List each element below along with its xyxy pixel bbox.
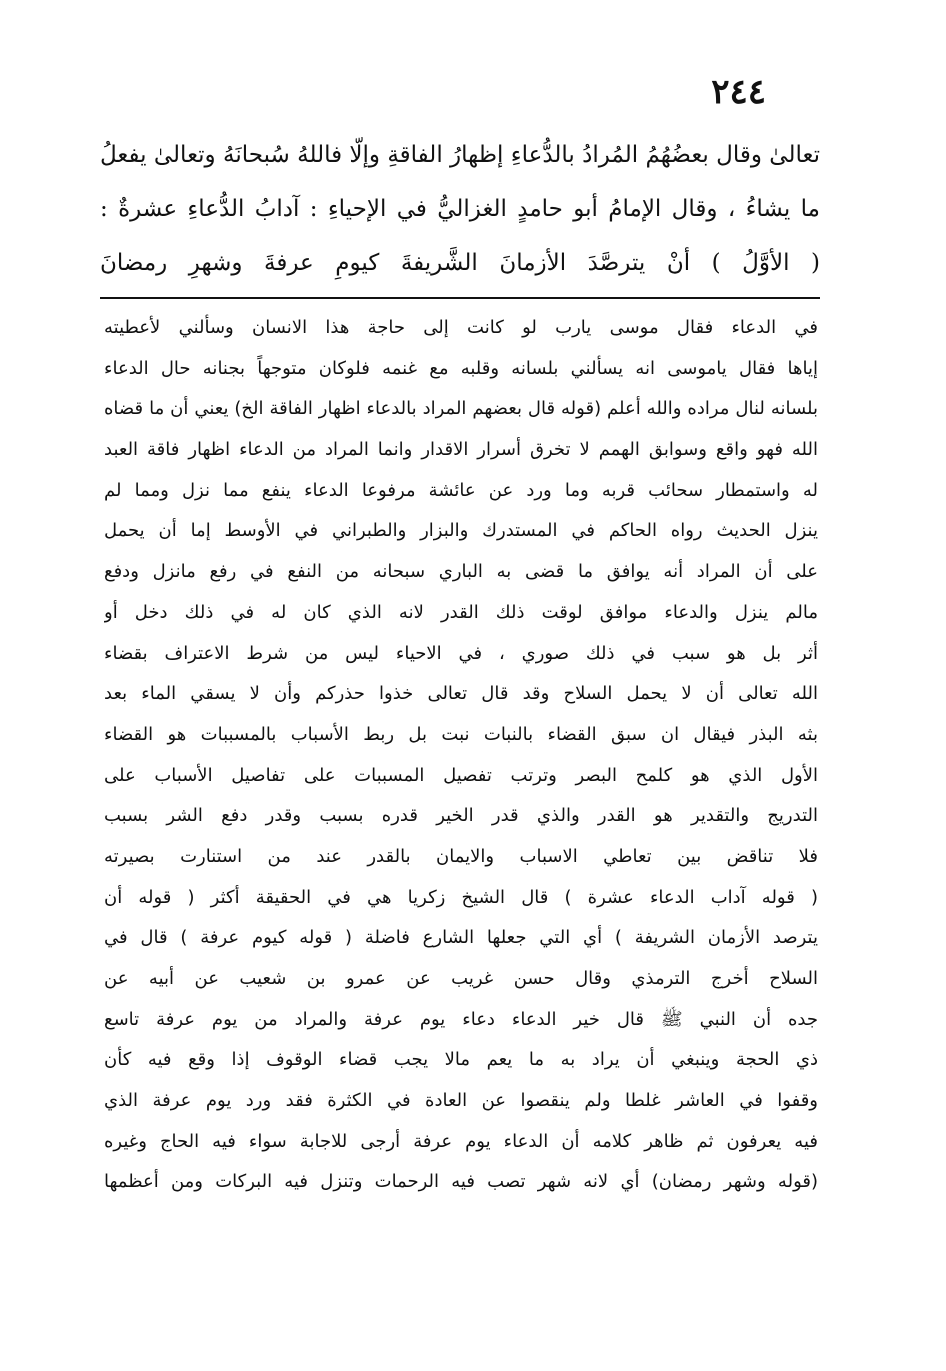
commentary-line: ( قوله آداب الدعاء عشرة ) قال الشيخ زكريا هي في الحقيقة أكثر ( قوله أن <box>104 886 818 908</box>
commentary-text <box>104 308 818 1203</box>
commentary-line: فلا تناقض بين تعاطي الاسباب والايمان بالقدر عند من استنارت بصيرته <box>104 845 818 867</box>
commentary-line: مالم ينزل والدعاء موافق لوقت ذلك القدر لانه الذي كان له في ذلك دخل أو <box>104 601 818 623</box>
commentary-line: الأول الذي هو كلمح البصر وترتب تفصيل المسببات على تفاصيل الأسباب على <box>104 764 818 786</box>
commentary-line: جده أن النبي ﷺ قال خير الدعاء دعاء يوم عرفة والمراد من يوم عرفة تاسع <box>104 1008 818 1030</box>
commentary-line: بلسانه لنال مراده والله أعلم (قوله قال بعضهم المراد بالدعاء اظهار الفاقة الخ) يعني أن ما قضاه <box>104 398 818 420</box>
commentary-line: ينزل الحديث رواه الحاكم في المستدرك والبزار والطبراني في الأوسط إما أن يحمل <box>104 520 818 542</box>
commentary-line: إياها فقال ياموسى انه يسألني بلسانه وقلبه مع غنمه فلوكان متوجهاً بجنانه حال الدعاء <box>104 357 818 379</box>
main-text-line: تعالىٰ وقال بعضُهُمُ المُرادُ بالدُّعاءِ إظهارُ الفاقةِ وإلّا فاللهُ سُبحانَهُ وتعالىٰ يفعلُ <box>100 142 820 168</box>
commentary-line: فيه يعرفون ثم ظاهر كلامه أن الدعاء يوم عرفة أرجى للاجابة سواء فيه الحاج وغيره <box>104 1130 818 1152</box>
commentary-line: السلاح أخرج الترمذي وقال حسن غريب عن عمرو بن شعيب عن أبيه عن <box>104 968 818 989</box>
commentary-line: الله تعالى أن لا يحمل السلاح وقد قال تعالى خذوا حذركم وأن لا يسقي الماء بعد <box>104 683 818 705</box>
commentary-line: على أن المراد أنه يوافق ما قضى به الباري سبحانه من النفع في رفع مانزل ودفع <box>104 561 818 583</box>
commentary-line: (قوله وشهر رمضان) أي لانه شهر تصب فيه الرحمات وتنزل فيه البركات ومن أعظمها <box>104 1171 818 1193</box>
commentary-line: التدريج والتقدير هو القدر والذي قدر الخير قدره بسبب وقدر دفع الشر بسبب <box>104 805 818 827</box>
commentary-line: الله فهو واقع وسوابق الهمم لا تخرق أسرار الاقدار وانما المراد من الدعاء اظهار فاقة العبد <box>104 439 818 461</box>
commentary-line: بثه البذر فيقال ان سبق القضاء بالنبات نبت بل ربط الأسباب بالمسببات هو القضاء <box>104 723 818 745</box>
page-number: ٢٤٤ <box>711 72 766 112</box>
main-text <box>100 128 820 290</box>
section-divider <box>100 297 820 299</box>
commentary-line: ذي الحجة وينبغي أن يراد به ما يعم مالا يجب قضاء الوقوف إذا وقع فيه كأن <box>104 1049 818 1071</box>
commentary-line: في الدعاء فقال موسى يارب لو كانت إلى حاجة هذا الانسان وسألني لأعطيته <box>104 317 818 338</box>
commentary-line: له واستمطار سحائب قربه وما ورد عن عائشة مرفوعا الدعاء ينفع مما نزل ومما لم <box>104 479 818 501</box>
commentary-line: وقفوا في العاشر غلطا ولم ينقصوا عن العادة في الكثرة فقد ورد يوم عرفة الذي <box>104 1090 818 1112</box>
commentary-line: أثر بل هو سبب في ذلك صوري ، في الاحياء ليس من شرط الاعتراف بقضاء <box>104 642 818 664</box>
main-text-line: ما يشاءُ ، وقال الإمامُ أبو حامدٍ الغزاليُّ في الإحياءِ : آدابُ الدُّعاءِ عشرةٌ : <box>100 196 820 222</box>
commentary-line: يترصد الأزمان الشريفة ) أي التي جعلها الشارع فاضلة ( قوله كيوم عرفة ) قال في <box>104 927 818 949</box>
main-text-line: ( الأوَّلُ ) أنْ يترصَّدَ الأزمانَ الشَّريفةَ كيومِ عرفةَ وشهرِ رمضانَ <box>100 250 820 276</box>
